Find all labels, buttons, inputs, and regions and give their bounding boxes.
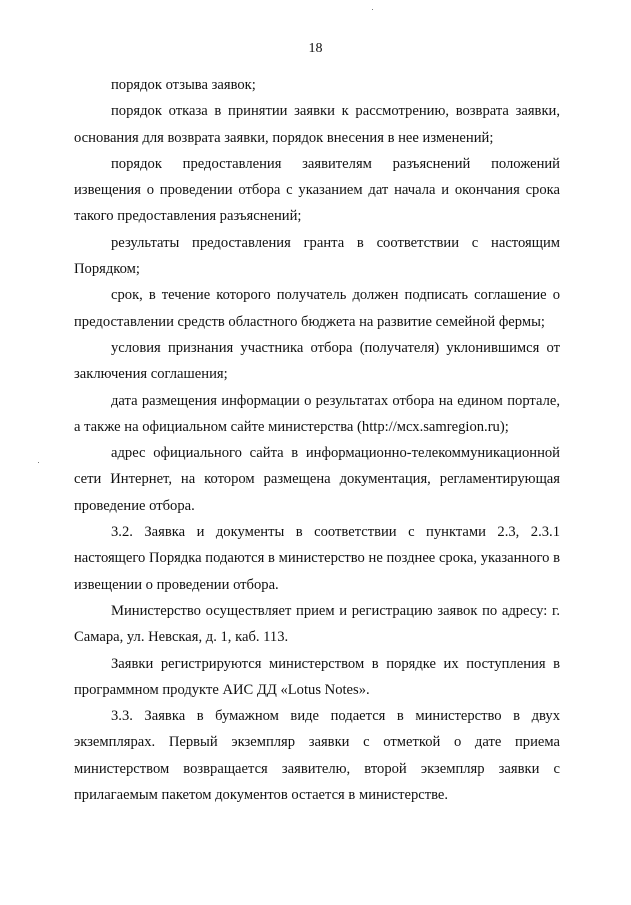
page-number: 18: [308, 41, 323, 56]
paragraph-refusal-procedure: порядок отказа в принятии заявки к рассмотрению, возврата заявки, основания для возврата заявки, порядок внесения в нее изменений;: [74, 103, 560, 146]
paragraph-withdrawal-procedure: порядок отзыва заявок;: [111, 77, 256, 93]
paragraph-grant-results: результаты предоставления гранта в соответствии с настоящим Порядком;: [74, 234, 560, 278]
paragraph-official-site-address: адрес официального сайта в информационно-телекоммуникационной сети Интернет, на котором размещена документация, регламентирующая проведение отбора.: [74, 445, 560, 514]
paragraph-results-publication-date: дата размещения информации о результатах отбора на едином портале, а также на официальном сайте министерства (http://мсх.samregion.ru);: [74, 392, 560, 435]
paragraph-evasion-conditions: условия признания участника отбора (получателя) уклонившимся от заключения соглашения;: [74, 339, 560, 383]
paragraph-agreement-deadline: срок, в течение которого получатель должен подписать соглашение о предоставлении средств областного бюджета на развитие семейной фермы;: [74, 287, 560, 330]
scan-speck: [372, 9, 373, 10]
scan-speck: [38, 462, 39, 463]
paragraph-section-3-3: 3.3. Заявка в бумажном виде подается в министерство в двух экземплярах. Первый экземпляр заявки с отметкой о дате приема министерством возвращается заявителю, второй экземпляр заявки с прилагаемым пакетом документов остается в министерстве.: [74, 708, 560, 804]
paragraph-registration-address: Министерство осуществляет прием и регистрацию заявок по адресу: г. Самара, ул. Невская, д. 1, каб. 113.: [74, 602, 560, 646]
document-body: [74, 72, 560, 808]
paragraph-registration-order: Заявки регистрируются министерством в порядке их поступления в программном продукте АИС ДД «Lotus Notes».: [74, 655, 560, 698]
paragraph-clarification-procedure: порядок предоставления заявителям разъяснений положений извещения о проведении отбора с указанием дат начала и окончания срока такого предоставления разъяснений;: [74, 155, 560, 225]
paragraph-section-3-2: 3.2. Заявка и документы в соответствии с пунктами 2.3, 2.3.1 настоящего Порядка подаются в министерство не позднее срока, указанного в извещении о проведении отбора.: [74, 524, 560, 593]
